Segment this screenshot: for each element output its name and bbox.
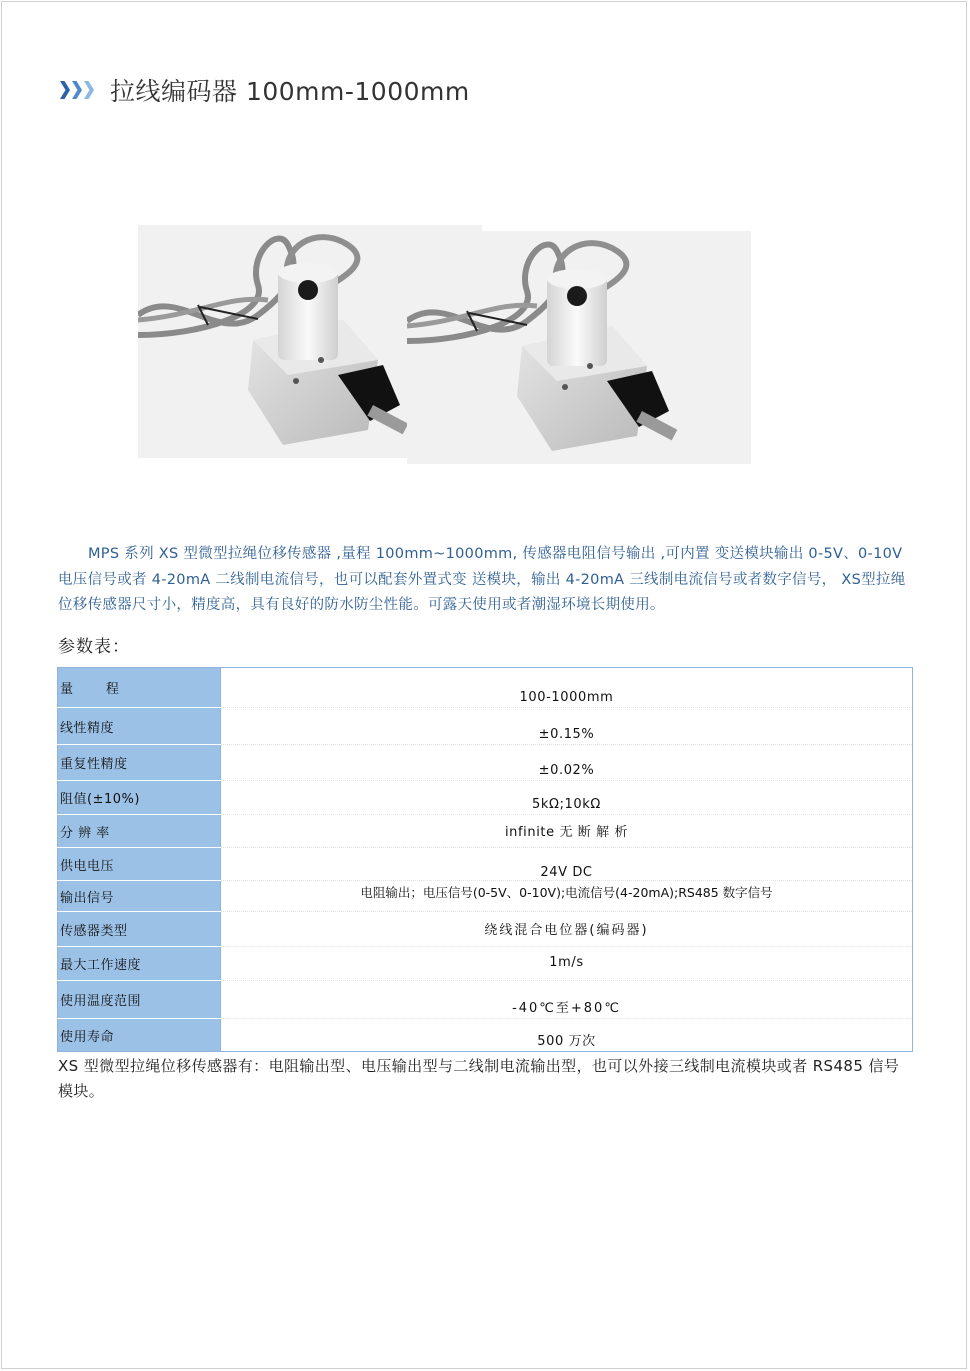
spec-value: 500 万次: [537, 1034, 596, 1049]
table-row: [58, 815, 913, 848]
table-row: [58, 848, 913, 881]
spec-value: 5kΩ;10kΩ: [221, 781, 913, 815]
table-row: [58, 981, 913, 1019]
table-row: [58, 708, 913, 745]
page-title: 拉线编码器 100mm-1000mm: [110, 77, 470, 106]
params-label: 参数表：: [58, 637, 130, 657]
spec-value: 电阻输出；电压信号(0-5V、0-10V);电流信号(4-20mA);RS485 数字信号: [221, 881, 913, 912]
table-row: [58, 745, 913, 781]
table-row: [58, 668, 913, 708]
spec-key: 供电电压: [58, 848, 221, 881]
spec-value: infinite 无 断 解 析: [221, 815, 913, 848]
spec-value: -40℃至+80℃: [221, 981, 913, 1019]
spec-value: 绕线混合电位器(编码器): [221, 912, 913, 947]
spec-key: 传感器类型: [58, 912, 221, 947]
spec-key: 量 程: [58, 668, 221, 708]
spec-value: 24V DC: [221, 848, 913, 881]
footer-note: XS 型微型拉绳位移传感器有：电阻输出型、电压输出型与二线制电流输出型，也可以外接三线制电流模块或者 RS485 信号模块。: [58, 1057, 900, 1100]
spec-value: 100-1000mm: [221, 668, 913, 708]
spec-key: 阻值(±10%): [58, 781, 221, 815]
spec-key: 分 辨 率: [58, 815, 221, 848]
intro-paragraph: MPS 系列 XS 型微型拉绳位移传感器 ,量程 100mm~1000mm, 传感器电阻信号输出 ,可内置 变送模块输出 0-5V、0-10V电压信号或者 4-20mA 二线制电流信号，也可以配套外置式变 送模块，输出 4-20mA 三线制电流信号或者数字信号， XS型拉绳位移传感器尺寸小，精度高，具有良好的防水防尘性能。可露天使用或者潮湿环境长期使用。: [58, 546, 906, 613]
spec-key: 使用寿命: [58, 1019, 221, 1052]
spec-table: [57, 667, 913, 1052]
title-row: [60, 70, 470, 110]
spec-value: 1m/s: [221, 947, 913, 981]
table-row: [58, 912, 913, 947]
spec-value: ±0.02%: [221, 745, 913, 781]
chevrons-icon: [60, 81, 96, 99]
spec-key: 最大工作速度: [58, 947, 221, 981]
spec-key: 重复性精度: [58, 745, 221, 781]
table-row: [58, 1019, 913, 1052]
table-row: [58, 947, 913, 981]
product-photo-2: [407, 231, 751, 464]
spec-value: ±0.15%: [221, 708, 913, 745]
spec-key: 线性精度: [58, 708, 221, 745]
spec-key: 使用温度范围: [58, 981, 221, 1019]
table-row: [58, 781, 913, 815]
spec-key: 输出信号: [58, 881, 221, 912]
table-row: [58, 881, 913, 912]
